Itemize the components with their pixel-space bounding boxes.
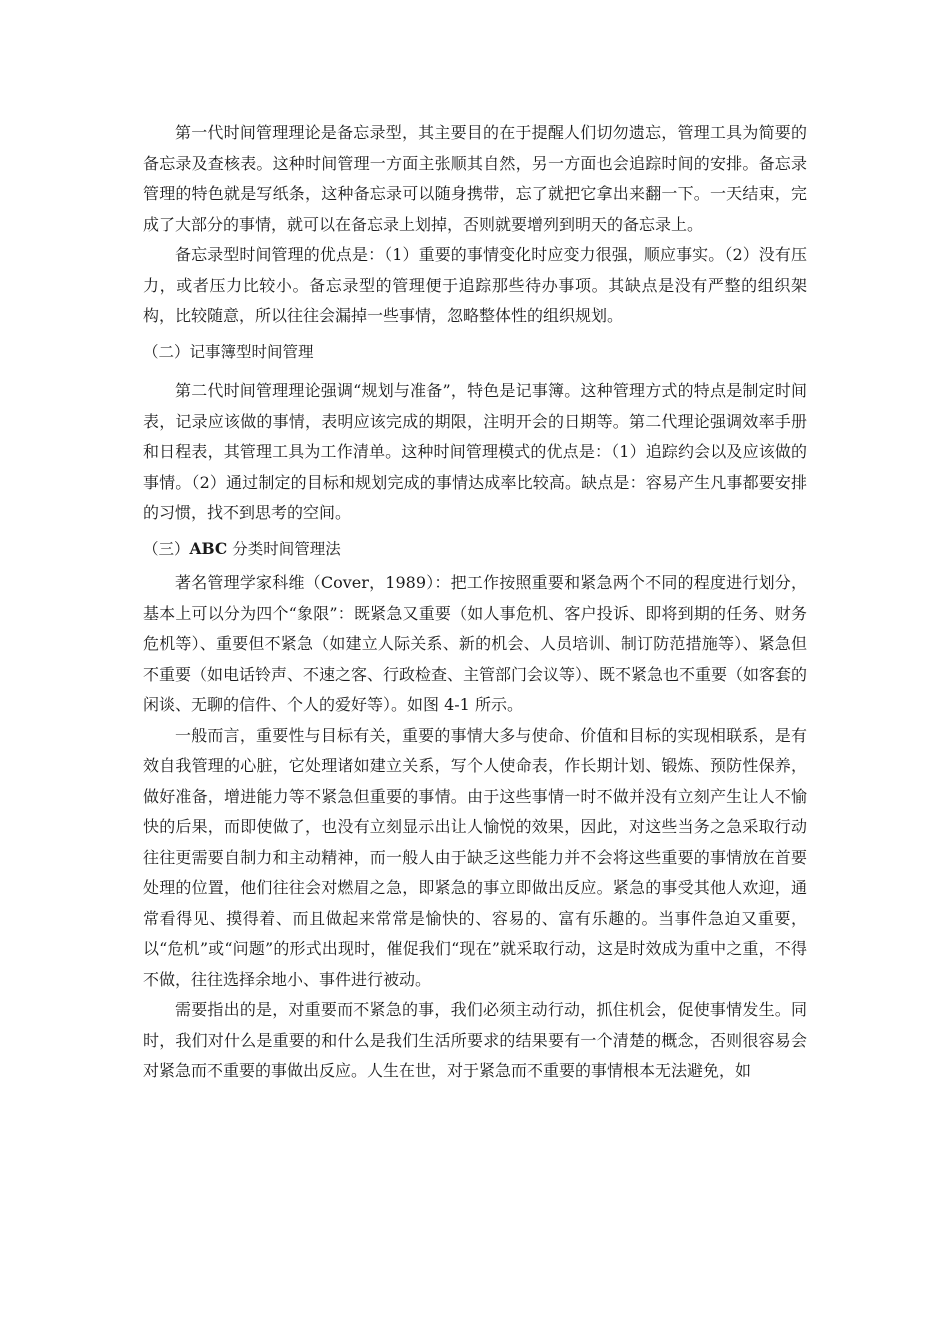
- paragraph-covey-quadrants: 著名管理学家科维（Cover，1989）：把工作按照重要和紧急两个不同的程度进行划分，基本上可以分为四个“象限”：既紧急又重要（如人事危机、客户投诉、即将到期的任务、财务危机等）、重要但不紧急（如建立人际关系、新的机会、人员培训、制订防范措施等）、紧急但不重要（如电话铃声、不速之客、行政检查、主管部门会议等）、既不紧急也不重要（如客套的闲谈、无聊的信件、个人的爱好等）。如图 4-1 所示。: [143, 573, 808, 714]
- heading-abc-bold: ABC: [189, 538, 228, 558]
- paragraph-first-generation: 第一代时间管理理论是备忘录型，其主要目的在于提醒人们切勿遗忘，管理工具为简要的备忘录及查核表。这种时间管理一方面主张顺其自然，另一方面也会追踪时间的安排。备忘录管理的特色就是写纸条，这种备忘录可以随身携带，忘了就把它拿出来翻一下。一天结束，完成了大部分的事情，就可以在备忘录上划掉，否则就要增列到明天的备忘录上。: [143, 123, 807, 234]
- paragraph-memo-pros-cons: 备忘录型时间管理的优点是：（1）重要的事情变化时应变力很强，顺应事实。（2）没有压力，或者压力比较小。备忘录型的管理便于追踪那些待办事项。其缺点是没有严整的组织架构，比较随意，所以往往会漏掉一些事情，忽略整体性的组织规划。: [143, 245, 807, 325]
- paragraph-importance: 一般而言，重要性与目标有关，重要的事情大多与使命、价值和目标的实现相联系，是有效自我管理的心脏，它处理诸如建立关系，写个人使命表，作长期计划、锻炼、预防性保养，做好准备，增进能力等不紧急但重要的事情。由于这些事情一时不做并没有立刻产生让人不愉快的后果，而即使做了，也没有立刻显示出让人愉悦的效果，因此，对这些当务之急采取行动往往更需要自制力和主动精神，而一般人由于缺乏这些能力并不会将这些重要的事情放在首要处理的位置，他们往往会对燃眉之急，即紧急的事立即做出反应。紧急的事受其他人欢迎，通常看得见、摸得着、而且做起来常常是愉快的、容易的、富有乐趣的。当事件急迫又重要，以“危机”或“问题”的形式出现时，催促我们“现在”就采取行动，这是时效成为重中之重，不得不做，往往选择余地小、事件进行被动。: [143, 725, 807, 989]
- paragraph-second-generation: 第二代时间管理理论强调“规划与准备”，特色是记事簿。这种管理方式的特点是制定时间表，记录应该做的事情，表明应该完成的期限，注明开会的日期等。第二代理论强调效率手册和日程表，其管理工具为工作清单。这种时间管理模式的优点是：（1）追踪约会以及应该做的事情。（2）通过制定的目标和规划完成的事情达成率比较高。缺点是：容易产生凡事都要安排的习惯，找不到思考的空间。: [143, 381, 807, 522]
- document-body: [143, 118, 807, 1087]
- section-heading-abc: [143, 534, 807, 565]
- heading-abc-prefix: （三）: [143, 539, 190, 558]
- paragraph-proactive: 需要指出的是，对重要而不紧急的事，我们必须主动行动，抓住机会，促使事情发生。同时，我们对什么是重要的和什么是我们生活所要求的结果要有一个清楚的概念，否则很容易会对紧急而不重要的事做出反应。人生在世，对于紧急而不重要的事情根本无法避免，如: [143, 1000, 807, 1080]
- section-heading-planner: （二）记事簿型时间管理: [143, 342, 314, 361]
- heading-abc-suffix: 分类时间管理法: [227, 539, 341, 558]
